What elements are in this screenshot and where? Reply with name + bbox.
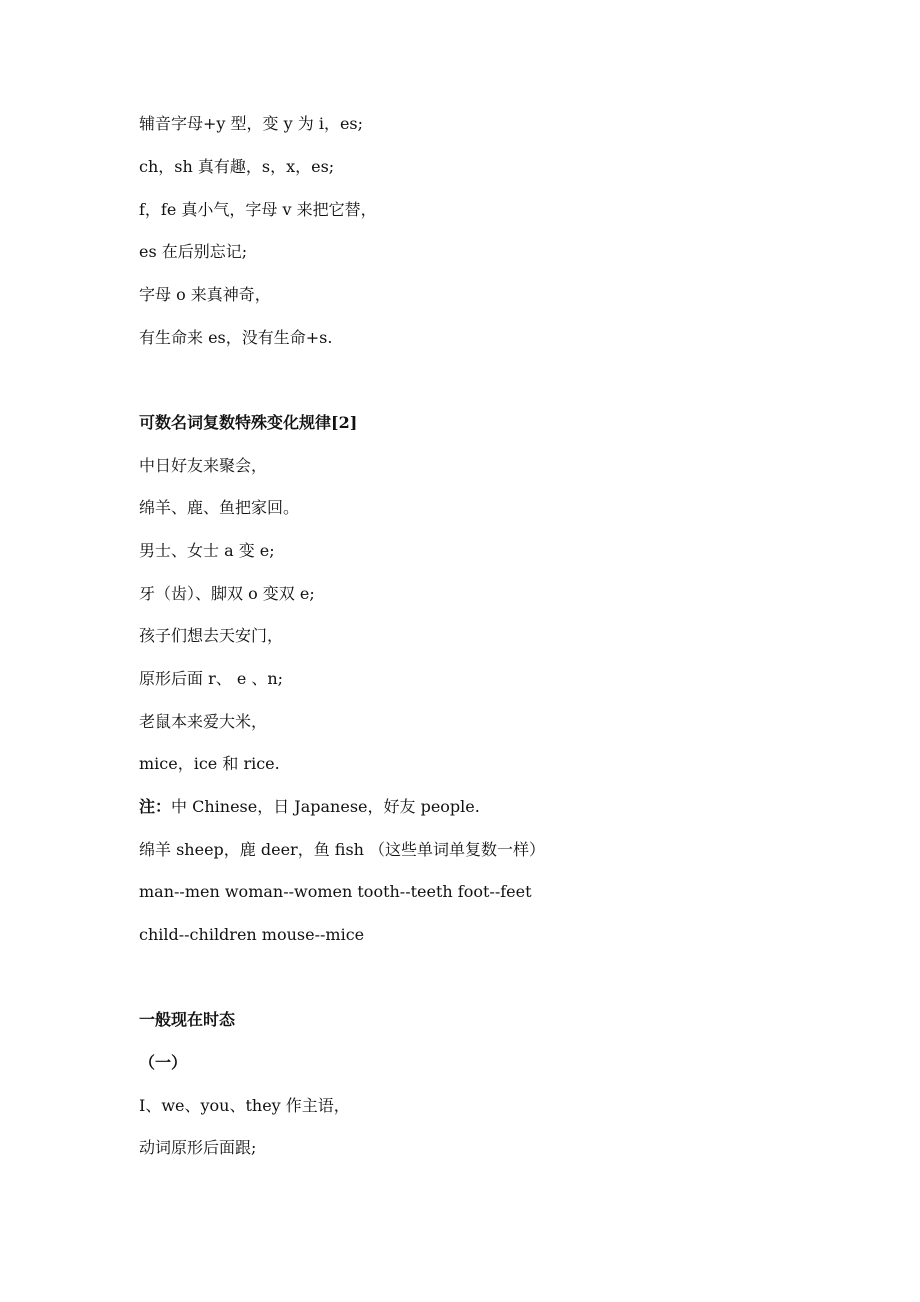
rule-line: 老鼠本来爱大米， [139, 712, 268, 731]
rule-line: 原形后面 r、 e 、n; [139, 669, 284, 688]
rule-line: 有生命来 es，没有生命+s. [139, 328, 333, 347]
rule-line: 孩子们想去天安门， [139, 626, 284, 645]
rule-line: man--men woman--women tooth--teeth foot--feet [139, 882, 532, 901]
rule-line: f，fe 真小气，字母 v 来把它替， [139, 200, 377, 219]
rule-line: 辅音字母+y 型，变 y 为 i，es; [139, 114, 364, 133]
rule-line: 绵羊、鹿、鱼把家回。 [139, 498, 300, 517]
note-label: 注： [139, 797, 172, 816]
rule-line: 字母 o 来真神奇， [139, 285, 271, 304]
rule-line: 中日好友来聚会， [139, 456, 268, 475]
rule-line: es 在后别忘记; [139, 242, 248, 261]
rule-line: mice，ice 和 rice. [139, 754, 280, 773]
section-heading-plural-rules: 可数名词复数特殊变化规律[2] [139, 413, 358, 432]
rule-line: 牙（齿）、脚双 o 变双 e; [139, 584, 315, 603]
rule-line: 动词原形后面跟; [139, 1138, 257, 1157]
rule-line: ch，sh 真有趣，s，x，es; [139, 157, 335, 176]
note-text: 中 Chinese，日 Japanese，好友 people. [171, 797, 480, 816]
rule-line: 男士、女士 a 变 e; [139, 541, 275, 560]
subsection-heading: （一） [139, 1053, 188, 1072]
rule-line: I、we、you、they 作主语， [139, 1096, 350, 1115]
rule-line: 绵羊 sheep，鹿 deer，鱼 fish （这些单词单复数一样） [139, 840, 546, 859]
section-heading-present-tense: 一般现在时态 [139, 1010, 236, 1029]
note-line [139, 797, 480, 817]
rule-line: child--children mouse--mice [139, 925, 365, 944]
